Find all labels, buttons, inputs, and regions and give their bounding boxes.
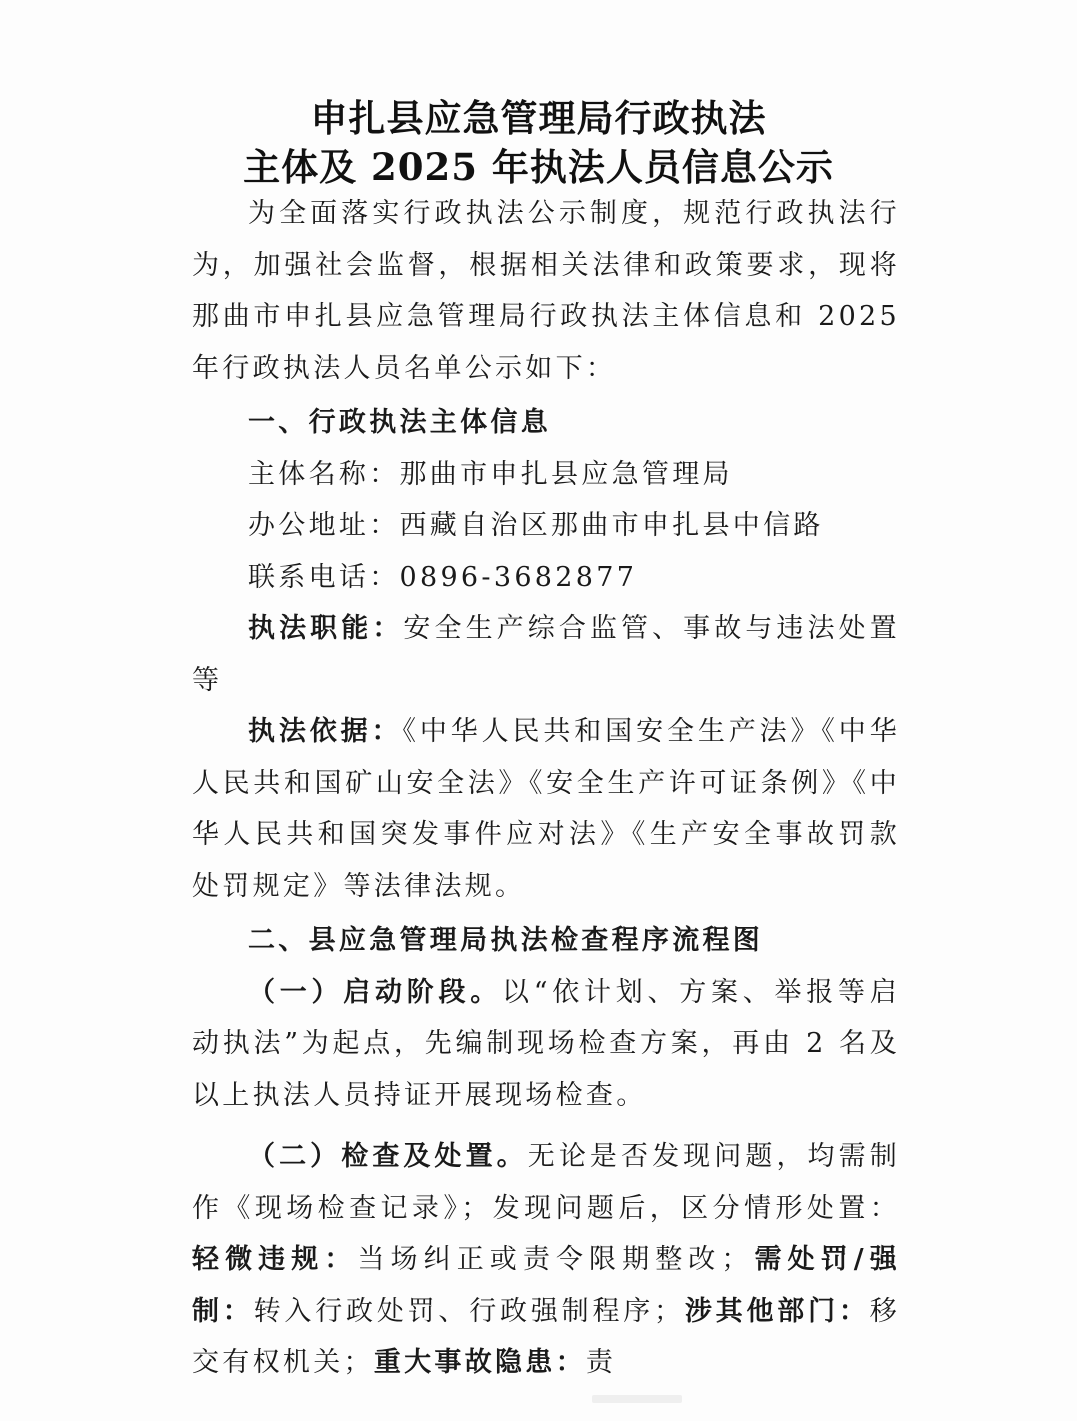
basis-value: 《中华人民共和国安全生产法》《中华人民共和国矿山安全法》《安全生产许可证条例》《中华人民共和国突发事件应对法》《生产安全事故罚款处罚规定》等法律法规。 <box>192 716 900 902</box>
phone-label: 联系电话： <box>248 561 400 593</box>
subject-name-label: 主体名称： <box>248 458 400 490</box>
major-hazard-text: 责 <box>585 1347 617 1378</box>
section1-heading: 一、行政执法主体信息 <box>248 407 551 438</box>
minor-violation-text: 当场纠正或责令限期整改； <box>357 1244 752 1275</box>
stage1-text: 以“依计划、方案、举报等启动执法”为起点，先编制现场检查方案，再由 2 名及以上执法人员持证开展现场检查。 <box>192 976 901 1111</box>
stage2-label: （二）检查及处置。 <box>248 1141 528 1172</box>
stage2-paragraph <box>192 1131 900 1389</box>
section2-heading: 二、县应急管理局执法检查程序流程图 <box>248 925 764 956</box>
penalty-label: 需处罚/强制： <box>192 1244 900 1327</box>
document-title-line1: 申扎县应急管理局行政执法 <box>310 96 767 140</box>
major-hazard-label: 重大事故隐患： <box>373 1347 586 1378</box>
phone-line <box>192 552 900 604</box>
document-body <box>192 188 900 1389</box>
minor-violation-label: 轻微违规： <box>192 1244 358 1275</box>
duty-label: 执法职能： <box>248 613 404 644</box>
phone-value: 0896-3682877 <box>399 561 638 593</box>
subject-name-line <box>192 449 900 501</box>
stage1-label: （一）启动阶段。 <box>248 976 502 1008</box>
intro-paragraph: 为全面落实行政执法公示制度，规范行政执法行为，加强社会监督，根据相关法律和政策要求，现将那曲市申扎县应急管理局行政执法主体信息和 2025 年行政执法人员名单公示如下： <box>192 198 900 384</box>
office-address-line <box>192 500 900 552</box>
office-address-label: 办公地址： <box>248 510 400 541</box>
stage2-text: 无论是否发现问题，均需制作《现场检查记录》；发现问题后，区分情形处置： <box>192 1141 900 1224</box>
penalty-text: 转入行政处罚、行政强制程序； <box>253 1295 685 1327</box>
basis-label: 执法依据： <box>248 716 403 747</box>
office-address-value: 西藏自治区那曲市申扎县中信路 <box>399 510 824 541</box>
other-dept-text: 移交有权机关； <box>192 1295 900 1378</box>
stage1-paragraph <box>192 967 900 1122</box>
duty-line <box>192 603 900 706</box>
document-title-line2: 主体及 2025 年执法人员信息公示 <box>243 145 834 189</box>
other-dept-label: 涉其他部门： <box>684 1295 870 1327</box>
basis-paragraph <box>192 706 900 912</box>
subject-name-value: 那曲市申扎县应急管理局 <box>399 458 733 490</box>
duty-value: 安全生产综合监管、事故与违法处置等 <box>192 613 900 696</box>
scan-smudge <box>592 1395 682 1403</box>
